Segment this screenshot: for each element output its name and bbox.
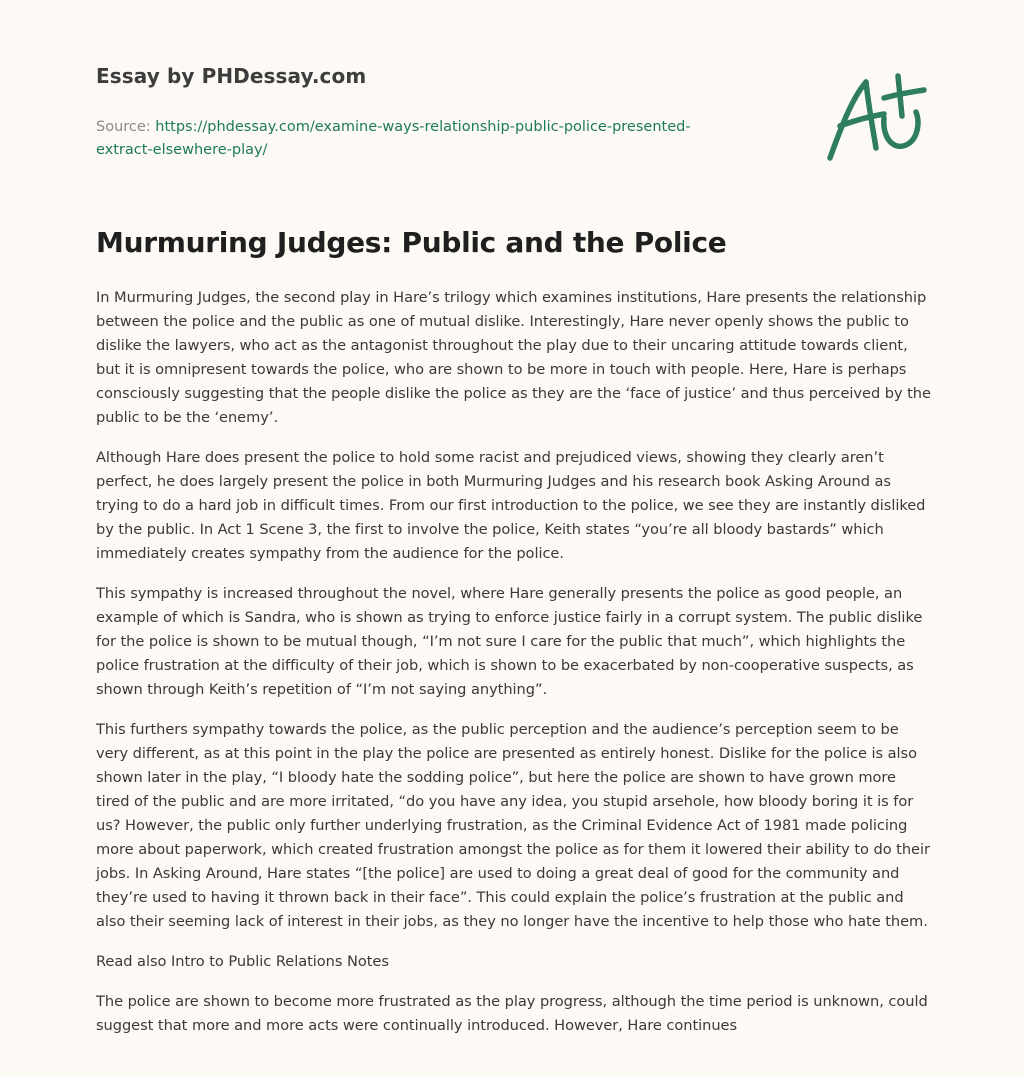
a-plus-grade-logo-icon [822,68,928,164]
site-brand: Essay by PHDessay.com [96,64,367,88]
source-label: Source: [96,119,156,135]
read-also-link[interactable]: Intro to Public Relations Notes [170,953,389,970]
read-also-prefix: Read also [96,953,171,970]
paragraph: This sympathy is increased throughout the novel, where Hare generally presents the police as good people, an example of which is Sandra, who is shown as trying to enforce justice fairly in a corrupt system. The public dislike for the police is shown to be mutual though, “I’m not sure I care for the public that much”, which highlights the police frustration at the difficulty of their job, which is shown to be exacerbated by non-cooperative suspects, as shown through Keith’s repetition of “I’m not saying anything”. [96,585,923,698]
article-title: Murmuring Judges: Public and the Police [96,226,727,259]
paragraph: This furthers sympathy towards the police, as the public perception and the audience’s perception seem to be very different, as at this point in the play the police are presented as entirely honest. Dislike for the police is also shown later in the play, “I bloody hate the sodding police”, but here the police are shown to have grown more tired of the public and are more irritated, “do you have any idea, you stupid arsehole, how bloody boring it is for us? However, the public only further underlying frustration, as the Criminal Evidence Act of 1981 made policing more about paperwork, which created frustration amongst the police as for them it lowered their ability to do their jobs. In Asking Around, Hare states “[the police] are used to doing a great deal of good for the community and they’re used to having it thrown back in their face”. This could explain the police’s frustration at the public and also their seeming lack of interest in their jobs, as they no longer have the incentive to help those who hate them. [96,721,930,930]
page-header [96,64,756,162]
paragraph: Although Hare does present the police to hold some racist and prejudiced views, showing they clearly aren’t perfect, he does largely present the police in both Murmuring Judges and his research book Asking Around as trying to do a hard job in difficult times. From our first introduction to the police, we see they are instantly disliked by the public. In Act 1 Scene 3, the first to involve the police, Keith states “you’re all bloody bastards” which immediately creates sympathy from the audience for the police. [96,449,926,562]
read-also [96,950,932,974]
paragraph: The police are shown to become more frustrated as the play progress, although the time period is unknown, could suggest that more and more acts were continually introduced. However, Hare continues [96,993,928,1034]
article-body [96,286,932,1054]
source-line [96,116,756,162]
paragraph: In Murmuring Judges, the second play in Hare’s trilogy which examines institutions, Hare presents the relationship between the police and the public as one of mutual dislike. Interestingly, Hare never openly shows the public to dislike the lawyers, who act as the antagonist throughout the play due to their uncaring attitude towards client, but it is omnipresent towards the police, who are shown to be more in touch with people. Here, Hare is perhaps consciously suggesting that the people dislike the police as they are the ‘face of justice’ and thus perceived by the public to be the ‘enemy’. [96,289,931,426]
source-link-line2: extract-elsewhere-play/ [96,142,268,158]
source-link[interactable] [96,119,691,158]
source-link-line1: https://phdessay.com/examine-ways-relationship-public-police-presented- [155,119,691,135]
